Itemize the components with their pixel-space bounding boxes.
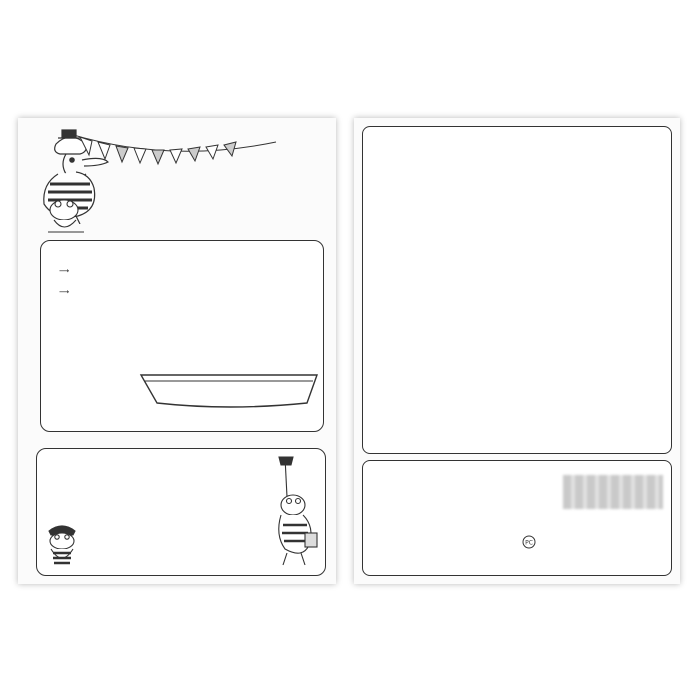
bird-with-broom-illustration [263,455,323,567]
rst-certification-icon [521,535,537,549]
composition-panel [40,240,324,432]
comp-arrow-icon: ⟶ [59,267,70,275]
ship-illustration [139,281,319,413]
blurred-address [563,475,663,509]
svg-text:PC: PC [525,539,533,547]
left-page [18,118,336,584]
bunting-flags [70,128,280,168]
frog-sailor-illustration [38,190,98,238]
comp-arrow-icon: ⟶ [59,288,70,296]
rules-panel [362,126,672,454]
series-panel [362,460,672,576]
benefits-panel [36,448,326,576]
right-page [354,118,680,584]
frog-sailor-icon [41,519,83,571]
